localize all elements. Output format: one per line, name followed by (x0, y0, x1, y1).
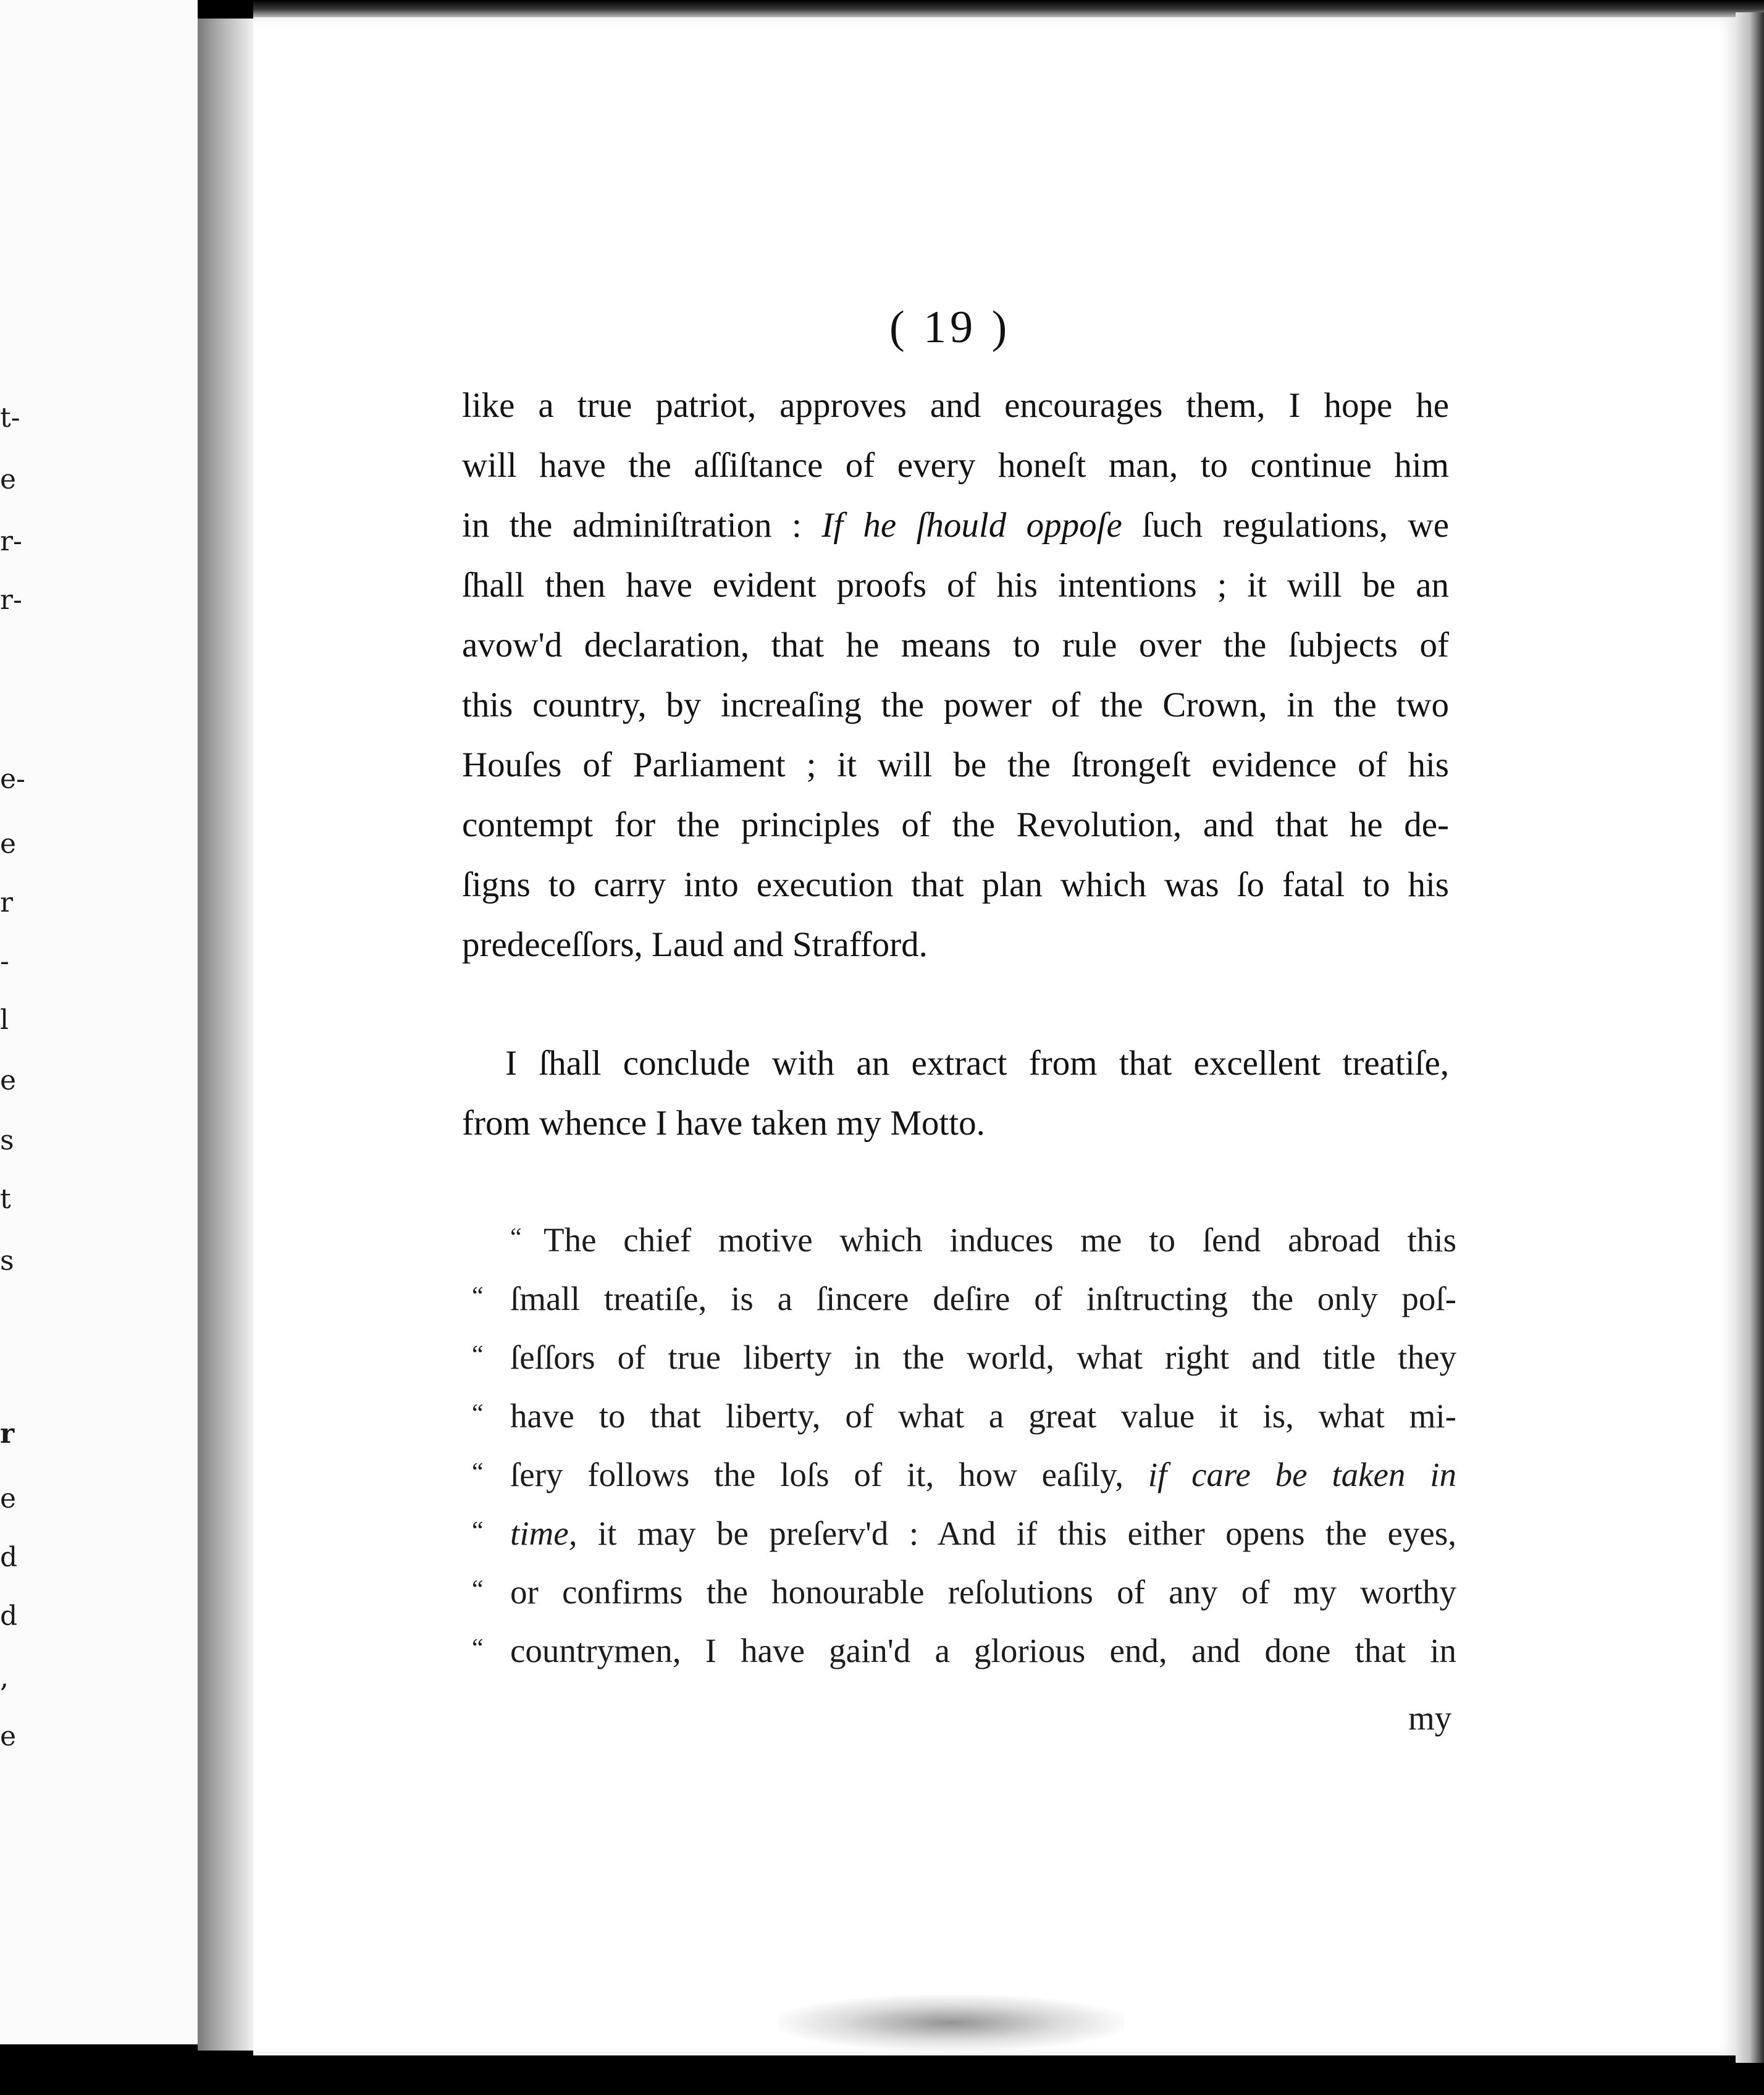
left-fragment: r (0, 1418, 15, 1450)
paragraph-line: Houſes of Parliament ; it will be the ſtrongeſt evidence of his (462, 745, 1449, 784)
italic-text: time, (510, 1514, 578, 1552)
left-fragment: l (0, 1004, 9, 1036)
line-text: it may be preſerv'd : And if this either opens the eyes, (577, 1514, 1456, 1552)
paragraph-line: I ſhall conclude with an extract from that excellent treatiſe, (505, 1044, 1449, 1083)
paragraph-line: this country, by increaſing the power of the Crown, in the two (462, 686, 1449, 724)
quote-line: or confirms the honourable reſolutions of any of my worthy (510, 1573, 1456, 1611)
quote-line (510, 1516, 1456, 1550)
quote-mark: “ (472, 1517, 484, 1545)
italic-text: if care be taken in (1148, 1456, 1457, 1493)
paragraph-line: from whence I have taken my Motto. (462, 1104, 985, 1143)
bottom-smudge (778, 1995, 1124, 2051)
quote-mark: “ (472, 1634, 484, 1663)
page-top-edge (253, 0, 1764, 19)
left-fragment: r- (0, 526, 22, 557)
quote-line: ſmall treatiſe, is a ſincere deſire of inſtructing the only poſ- (510, 1280, 1456, 1317)
left-fragment: e (0, 1483, 17, 1514)
left-fragment: , (0, 1662, 9, 1694)
quote-mark: “ (510, 1224, 522, 1252)
left-fragment: d (0, 1542, 18, 1573)
left-fragment: e (0, 1721, 17, 1752)
line-text: ſery follows the loſs of it, how eaſily, (510, 1456, 1148, 1493)
left-page (0, 0, 198, 2044)
page-right-edge (1736, 12, 1764, 2063)
left-fragment: t- (0, 402, 20, 434)
paragraph-line: ſhall then have evident proofs of his intentions ; it will be an (462, 566, 1449, 605)
quote-line: countrymen, I have gain'd a glorious end, and done that in (510, 1632, 1456, 1669)
left-fragment: d (0, 1600, 18, 1632)
quote-mark: “ (472, 1400, 484, 1428)
quote-mark: “ (472, 1458, 484, 1487)
left-fragment: e (0, 828, 17, 860)
page-number: ( 19 ) (889, 302, 1011, 353)
left-fragment: - (0, 946, 9, 977)
left-fragment: r- (0, 584, 22, 616)
paragraph-line: predeceſſors, Laud and Strafford. (462, 925, 928, 964)
paragraph-line: will have the aſſiſtance of every honeſt man, to continue him (462, 446, 1449, 485)
quote-line (510, 1458, 1456, 1492)
left-fragment: e (0, 464, 17, 495)
book-gutter (198, 19, 253, 2051)
line-text: ſuch regulations, we (1122, 506, 1449, 545)
left-fragment: s (0, 1245, 14, 1277)
paragraph-line: like a true patriot, approves and encourages them, I hope he (462, 386, 1449, 425)
left-fragment: e- (0, 763, 25, 795)
left-fragment: e (0, 1065, 17, 1096)
quote-line: ſeſſors of true liberty in the world, what right and title they (510, 1338, 1456, 1376)
italic-text: If he ſhould oppoſe (821, 506, 1122, 545)
paragraph-line: ſigns to carry into execution that plan which was ſo fatal to his (462, 865, 1449, 904)
quote-line: have to that liberty, of what a great value it is, what mi- (510, 1397, 1456, 1435)
quote-mark: “ (472, 1576, 484, 1604)
paragraph-line: contempt for the principles of the Revolution, and that he de- (462, 805, 1449, 844)
catchword: my (1408, 1699, 1452, 1737)
paragraph-line: avow'd declaration, that he means to rule over the ſubjects of (462, 626, 1449, 665)
quote-line: The chief motive which induces me to ſend abroad this (544, 1221, 1456, 1259)
left-fragment: r (0, 887, 14, 918)
line-text: in the adminiſtration : (462, 506, 822, 545)
paragraph-line (462, 508, 1449, 543)
quote-mark: “ (472, 1282, 484, 1311)
left-fragment: s (0, 1125, 14, 1156)
left-fragment: t (0, 1183, 11, 1215)
quote-mark: “ (472, 1341, 484, 1369)
